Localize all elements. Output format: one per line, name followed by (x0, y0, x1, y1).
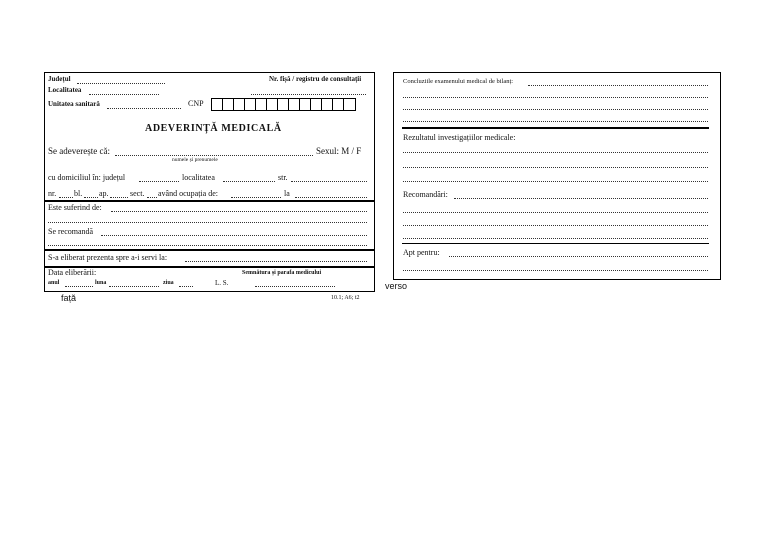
recomanda-field-2[interactable] (48, 245, 367, 246)
se-recomanda-label: Se recomandă (48, 227, 94, 236)
eliberat-field[interactable] (185, 261, 367, 262)
data-eliberarii-label: Data eliberării: (48, 268, 97, 277)
ocupatia-label: având ocupația de: (158, 189, 218, 198)
cnp-digit-box[interactable] (234, 99, 245, 110)
rezultatul-line-1[interactable] (403, 152, 708, 153)
apt-pentru-label: Apt pentru: (403, 248, 440, 257)
back-divider-1 (402, 127, 709, 129)
ap-label: ap. (99, 189, 109, 198)
bl-label: bl. (74, 189, 83, 198)
back-divider-2 (402, 243, 709, 244)
recomandari-line-3[interactable] (403, 225, 708, 226)
nr-fisa-label: Nr. fișă / registru de consultații (269, 75, 362, 83)
ziua-label: ziua (163, 280, 174, 286)
ls-label: L. S. (215, 279, 229, 287)
cnp-digit-box[interactable] (344, 99, 355, 110)
cnp-digit-box[interactable] (300, 99, 311, 110)
recomandari-field[interactable] (454, 198, 708, 199)
concluziile-line-2[interactable] (403, 97, 708, 98)
la-field[interactable] (295, 197, 367, 198)
document-title: ADEVERINȚĂ MEDICALĂ (145, 123, 282, 134)
semnatura-field[interactable] (255, 286, 335, 287)
ziua-field[interactable] (179, 286, 193, 287)
suferind-field[interactable] (111, 211, 367, 212)
cnp-digit-box[interactable] (333, 99, 344, 110)
cnp-digit-box[interactable] (212, 99, 223, 110)
domiciliu-localitate-field[interactable] (223, 181, 275, 182)
domiciliu-judet-field[interactable] (139, 181, 179, 182)
verso-caption: verso (385, 281, 408, 291)
recomandari-line-2[interactable] (403, 212, 708, 213)
recomanda-field[interactable] (101, 235, 367, 236)
concluziile-field[interactable] (528, 85, 708, 86)
suferind-field-2[interactable] (48, 222, 367, 223)
sexul-label: Sexul: M / F (316, 146, 362, 156)
cnp-digit-box[interactable] (256, 99, 267, 110)
semnatura-label: Semnătura și parafa medicului (242, 270, 322, 276)
recomandari-label: Recomandări: (403, 190, 448, 199)
cnp-boxes[interactable] (211, 98, 356, 111)
strada-label: str. (278, 173, 288, 182)
suferind-label: Este suferind de: (48, 203, 102, 212)
localitatea-field[interactable] (89, 94, 159, 95)
concluziile-line-4[interactable] (403, 121, 708, 122)
back-form (393, 72, 721, 280)
rezultatul-label: Rezultatul investigațiilor medicale: (403, 133, 516, 142)
concluziile-label: Concluziile examenului medical de bilanț: (403, 78, 514, 85)
sect-label: sect. (130, 189, 145, 198)
cnp-digit-box[interactable] (267, 99, 278, 110)
numele-hint: numele și prenumele (172, 157, 218, 163)
luna-field[interactable] (109, 286, 159, 287)
cnp-digit-box[interactable] (223, 99, 234, 110)
unitatea-field[interactable] (107, 108, 181, 109)
judetul-field[interactable] (77, 83, 165, 84)
apt-pentru-line-2[interactable] (403, 270, 708, 271)
judetul-label: Județul (48, 75, 71, 83)
form-code: 10.1; A6; t2 (331, 295, 360, 301)
se-adevereste-label: Se adeverește că: (48, 146, 110, 156)
nr-label: nr. (48, 189, 57, 198)
sect-field[interactable] (147, 197, 157, 198)
nr-fisa-field[interactable] (251, 94, 366, 95)
cnp-digit-box[interactable] (311, 99, 322, 110)
fata-caption: față (61, 293, 77, 303)
front-form (44, 72, 375, 292)
anul-label: anul (48, 280, 60, 286)
rezultatul-line-3[interactable] (403, 181, 708, 182)
cnp-label: CNP (188, 99, 204, 108)
bl-field[interactable] (84, 197, 98, 198)
cnp-digit-box[interactable] (245, 99, 256, 110)
eliberat-label: S-a eliberat prezenta spre a-i servi la: (48, 253, 168, 262)
anul-field[interactable] (65, 286, 93, 287)
cnp-digit-box[interactable] (289, 99, 300, 110)
domiciliu-localitate-label: localitatea (182, 173, 215, 182)
recomandari-line-4[interactable] (403, 238, 708, 239)
rezultatul-line-2[interactable] (403, 167, 708, 168)
section-divider (45, 200, 374, 202)
name-field[interactable] (115, 155, 313, 156)
ocupatia-field[interactable] (231, 197, 281, 198)
luna-label: luna (95, 280, 107, 286)
la-label: la (284, 189, 290, 198)
cnp-digit-box[interactable] (278, 99, 289, 110)
domiciliu-judet-label: cu domiciliul în: județul (48, 173, 126, 182)
section-divider-2 (45, 249, 374, 251)
cnp-digit-box[interactable] (322, 99, 333, 110)
concluziile-line-3[interactable] (403, 109, 708, 110)
ap-field[interactable] (110, 197, 128, 198)
localitatea-label: Localitatea (48, 86, 82, 94)
unitatea-label: Unitatea sanitară (48, 100, 100, 108)
strada-field[interactable] (291, 181, 367, 182)
nr-field[interactable] (59, 197, 73, 198)
apt-pentru-field[interactable] (449, 256, 708, 257)
